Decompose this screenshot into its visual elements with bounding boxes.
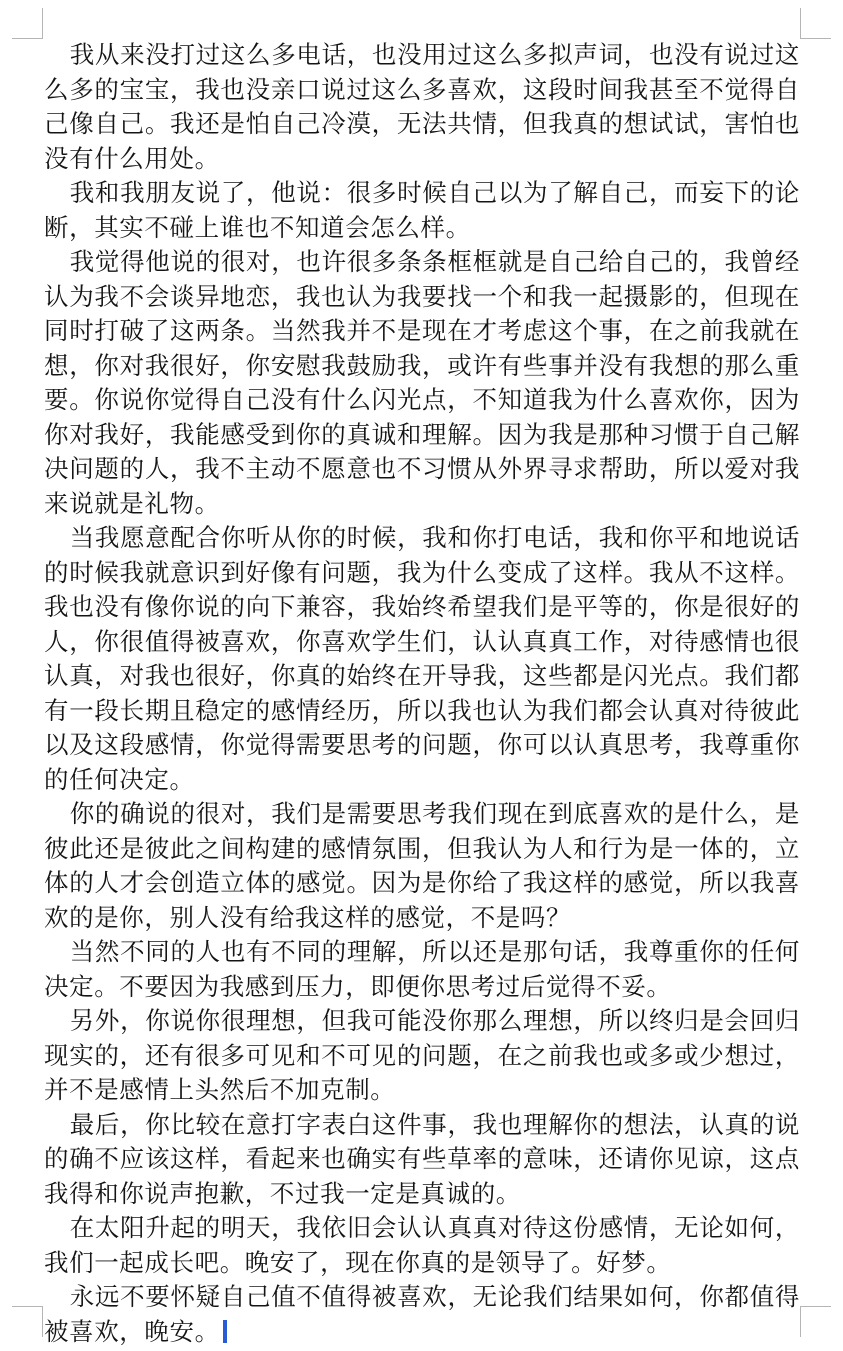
paragraph-2: 我和我朋友说了，他说：很多时候自己以为了解自己，而妄下的论断，其实不碰上谁也不知道会怎么样。 [44, 178, 800, 242]
paragraph-10-text: 永远不要怀疑自己值不值得被喜欢，无论我们结果如何，你都值得被喜欢，晚安。 [44, 1282, 800, 1346]
paragraph-7: 另外，你说你很理想，但我可能没你那么理想，所以终归是会回归现实的，还有很多可见和不可见的问题，在之前我也或多或少想过，并不是感情上头然后不加克制。 [44, 1006, 800, 1104]
paragraph-5: 你的确说的很对，我们是需要思考我们现在到底喜欢的是什么，是彼此还是彼此之间构建的感情氛围，但我认为人和行为是一体的，立体的人才会创造立体的感觉。因为是你给了我这样的感觉，所以我喜欢的是你，别人没有给我这样的感觉，不是吗？ [44, 799, 800, 932]
paragraph-8: 最后，你比较在意打字表白这件事，我也理解你的想法，认真的说的确不应该这样，看起来也确实有些草率的意味，还请你见谅，这点我得和你说声抱歉，不过我一定是真诚的。 [44, 1109, 800, 1208]
crop-mark-bottom-right [800, 1306, 831, 1337]
text-cursor [223, 1320, 227, 1343]
paragraph-6: 当然不同的人也有不同的理解，所以还是那句话，我尊重你的任何决定。不要因为我感到压力，即便你思考过后觉得不妥。 [44, 937, 800, 1001]
document-body[interactable] [44, 38, 800, 1349]
crop-mark-top-right [800, 8, 831, 39]
crop-mark-bottom-left [12, 1306, 43, 1337]
paragraph-1: 我从来没打过这么多电话，也没用过这么多拟声词，也没有说过这么多的宝宝，我也没亲口说过这么多喜欢，这段时间我甚至不觉得自己像自己。我还是怕自己冷漠，无法共情，但我真的想试试，害怕也没有什么用处。 [44, 40, 800, 173]
paragraph-9: 在太阳升起的明天，我依旧会认认真真对待这份感情，无论如何，我们一起成长吧。晚安了，现在你真的是领导了。好梦。 [44, 1213, 800, 1277]
paragraph-4: 当我愿意配合你听从你的时候，我和你打电话，我和你平和地说话的时候我就意识到好像有问题，我为什么变成了这样。我从不这样。我也没有像你说的向下兼容，我始终希望我们是平等的，你是很好的人，你很值得被喜欢，你喜欢学生们，认认真真工作，对待感情也很认真，对我也很好，你真的始终在开导我，这些都是闪光点。我们都有一段长期且稳定的感情经历，所以我也认为我们都会认真对待彼此以及这段感情，你觉得需要思考的问题，你可以认真思考，我尊重你的任何决定。 [44, 523, 800, 794]
paragraph-10 [44, 1280, 800, 1349]
crop-mark-top-left [12, 8, 43, 39]
paragraph-3: 我觉得他说的很对，也许很多条条框框就是自己给自己的，我曾经认为我不会谈异地恋，我也认为我要找一个和我一起摄影的，但现在同时打破了这两条。当然我并不是现在才考虑这个事，在之前我就在想，你对我很好，你安慰我鼓励我，或许有些事并没有我想的那么重要。你说你觉得自己没有什么闪光点，不知道我为什么喜欢你，因为你对我好，我能感受到你的真诚和理解。因为我是那种习惯于自己解决问题的人，我不主动不愿意也不习惯从外界寻求帮助，所以爱对我来说就是礼物。 [44, 247, 800, 518]
